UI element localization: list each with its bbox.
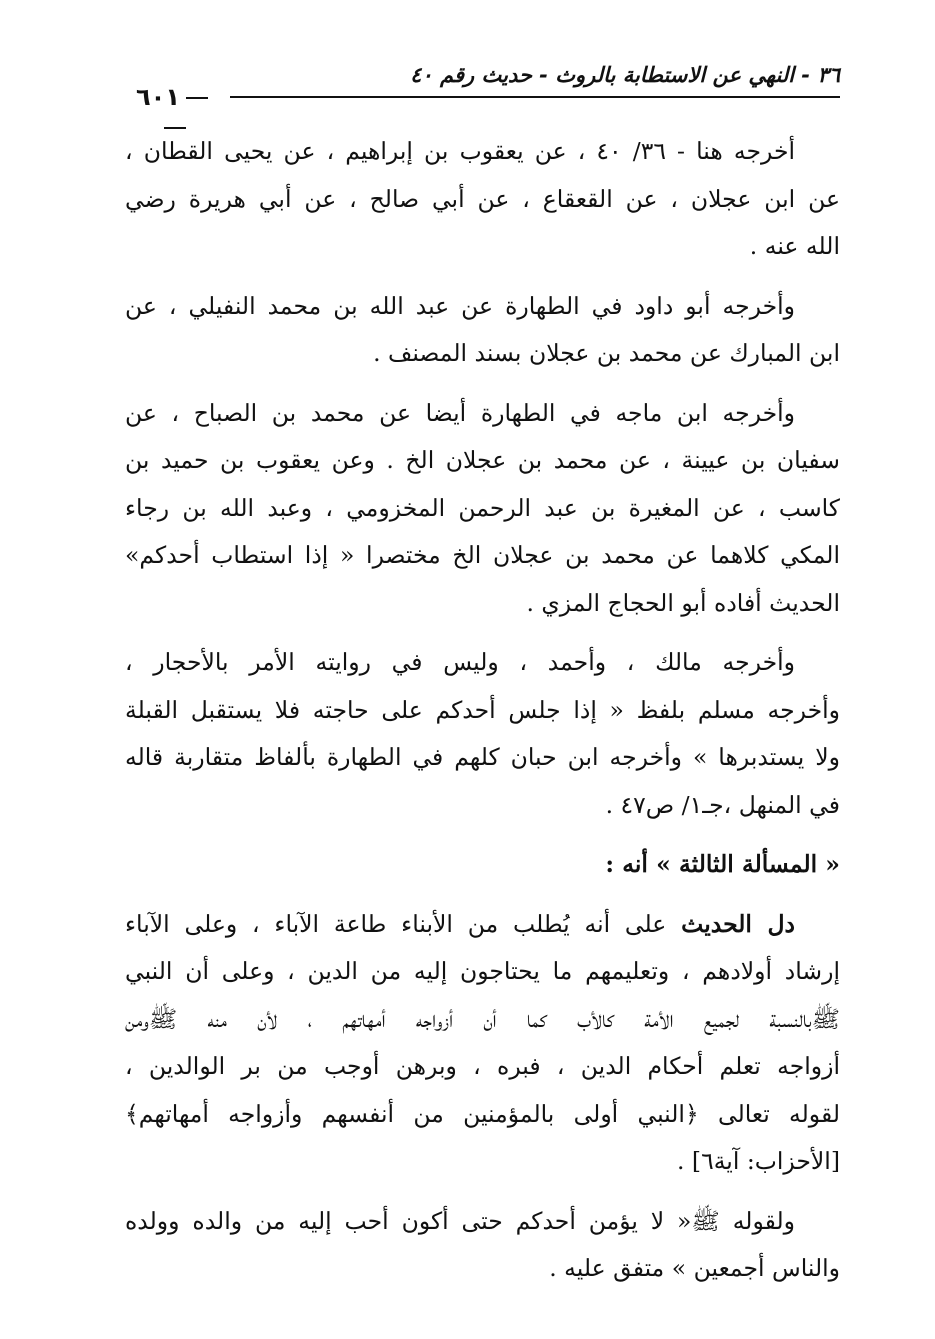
text-line: وأخرجه مسلم بلفظ « إذا جلس أحدكم على حاجته فلا يستقبل القبلة [125,695,840,724]
text-line: ولا يستدبرها » وأخرجه ابن حبان كلهم في الطهارة بألفاظ متقاربة قاله [125,743,840,771]
text-line: وأخرجه أبو داود في الطهارة عن عبد الله بن محمد النفيلي ، عن [125,291,795,320]
text-line: وأخرجه ابن ماجه في الطهارة أيضا عن محمد بن الصباح ، عن [125,398,795,427]
text-line: الحديث أفاده أبو الحجاج المزي . [526,588,840,617]
text-line: أخرجه هنا - ٣٦/ ٤٠ ، عن يعقوب بن إبراهيم ، عن يحيى القطان ، [125,137,795,165]
text-line: المكي كلاهما عن محمد بن عجلان الخ مختصرا « إذا استطاب أحدكم» [125,541,840,569]
page-number: ٦٠١ [120,82,230,142]
text-line: الله عنه . [749,232,840,260]
text-line: [الأحزاب: آية٦] . [676,1147,840,1175]
paragraph-3 [125,390,840,628]
text-line: أزواجه تعلم أحكام الدين ، فبره ، وبرهن أوجب من بر الوالدين ، [125,1052,840,1080]
text-line: ولقوله ﷺ« لا يؤمن أحدكم حتى أكون أحب إليه من والده وولده [125,1206,795,1235]
text-line: ﷺبالنسبة لجميع الأمة كالأب كما أن أزواجه أمهاتهم ، لأن منه ﷺومن [125,1004,840,1033]
text-line: كاسب ، عن المغيرة بن عبد الرحمن المخزومي ، وعبد الله بن رجاء [125,493,840,522]
text-line: إرشاد أولادهم ، وتعليمهم ما يحتاجون إليه من الدين ، وعلى أن النبي [125,957,840,985]
paragraph-6 [125,1198,840,1293]
heading-text: « المسألة الثالثة » أنه : [605,850,840,878]
header-rule [230,96,840,98]
text-line: عن ابن عجلان ، عن القعقاع ، عن أبي صالح ، عن أبي هريرة رضي [125,184,840,213]
paragraph-1 [125,128,840,271]
paragraph-4 [125,639,840,829]
lead-line-rest: على أنه يُطلب من الأبناء طاعة الآباء ، وعلى الآباء [125,909,667,938]
section-heading [125,841,840,889]
text-line [125,901,840,949]
lead-phrase: دل الحديث [681,909,795,938]
page-header [120,60,840,110]
page-body [125,128,840,1305]
text-line: وأخرجه مالك ، وأحمد ، وليس في روايته الأمر بالأحجار ، [125,648,795,676]
text-line: في المنهل ،جـ١/ ص٤٧ . [605,790,840,819]
running-title: ٣٦ - النهي عن الاستطابة بالروث - حديث رقم ٤٠ [410,63,840,87]
paragraph-5 [125,901,840,1186]
text-line: والناس أجمعين » متفق عليه . [549,1254,840,1282]
text-line: لقوله تعالى ﴿النبي أولى بالمؤمنين من أنفسهم وأزواجه أمهاتهم﴾ [125,1099,840,1128]
text-line: ابن المبارك عن محمد بن عجلان بسند المصنف . [373,339,840,367]
paragraph-2 [125,283,840,378]
text-line: سفيان بن عيينة ، عن محمد بن عجلان الخ . وعن يعقوب بن حميد بن [125,446,840,474]
